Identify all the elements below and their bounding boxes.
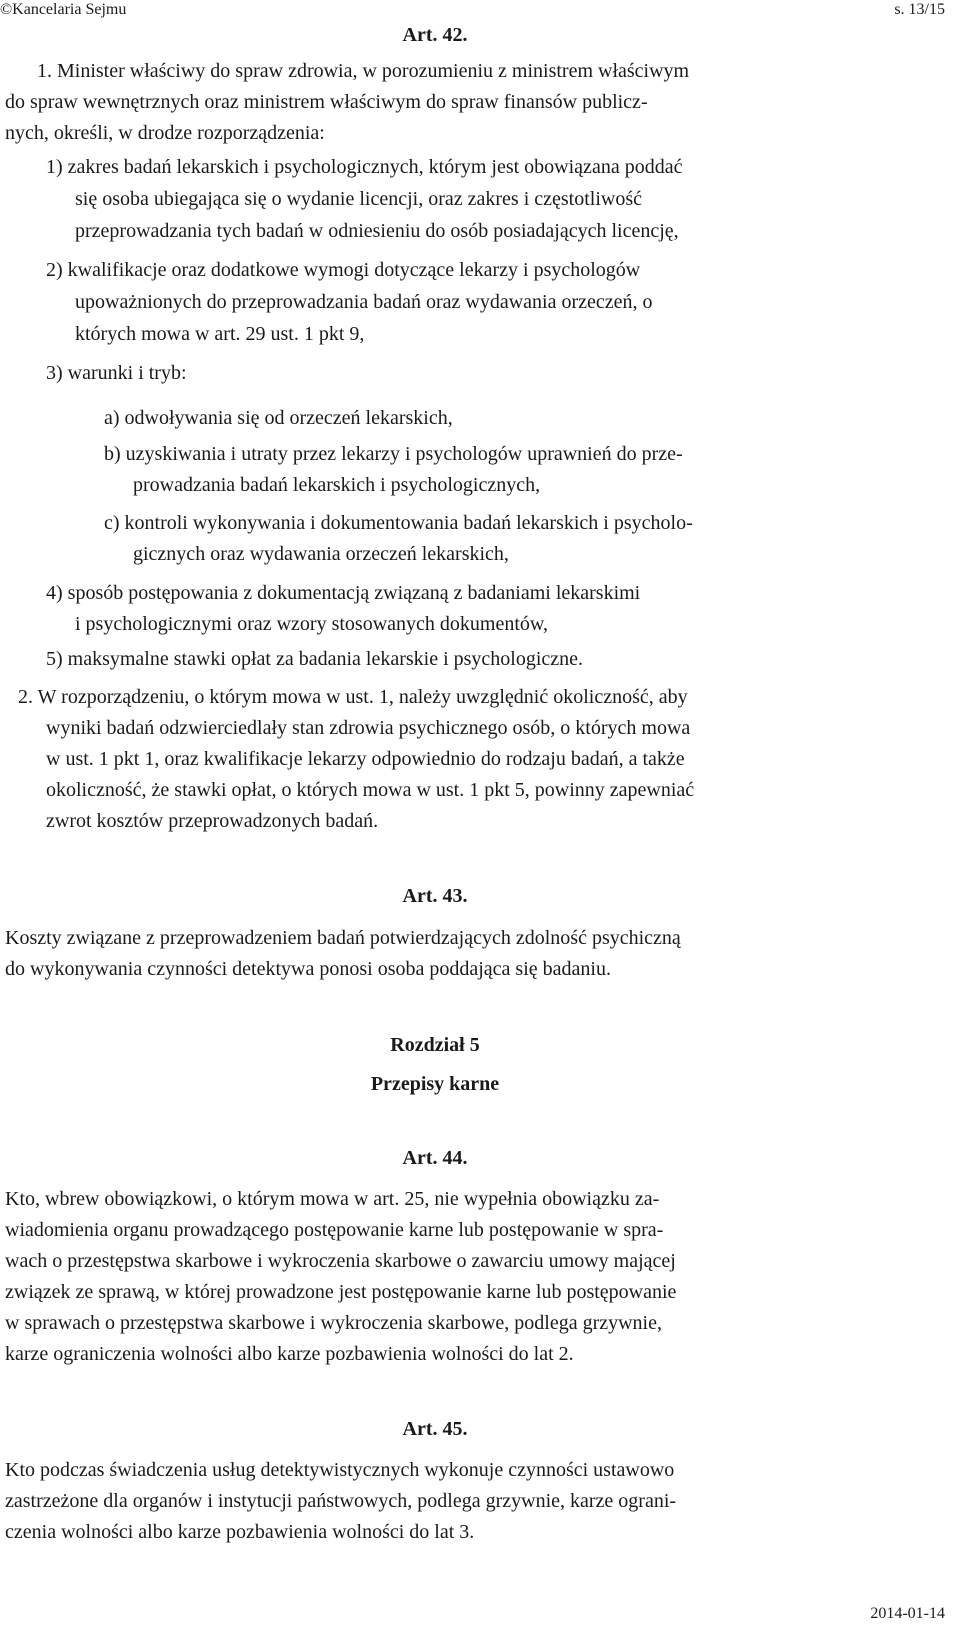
art45-line: Kto podczas świadczenia usług detektywistycznych wykonuje czynności ustawowo — [5, 1459, 675, 1481]
art42-item3: 3) warunki i tryb: — [46, 362, 187, 384]
art44-line: wiadomienia organu prowadzącego postępowanie karne lub postępowanie w spra- — [5, 1219, 664, 1241]
page-number: s. 13/15 — [894, 1, 945, 18]
chapter-title: Rozdział 5 — [390, 1034, 480, 1056]
art42-item4-line: i psychologicznymi oraz wzory stosowanych dokumentów, — [75, 613, 549, 635]
art42-item5: 5) maksymalne stawki opłat za badania lekarskie i psychologiczne. — [46, 648, 584, 670]
art42-item3b-line: prowadzania badań lekarskich i psychologicznych, — [133, 474, 541, 496]
art43-line: Koszty związane z przeprowadzeniem badań potwierdzających zdolność psychiczną — [5, 927, 681, 949]
art42-item2-line: 2) kwalifikacje oraz dodatkowe wymogi dotyczące lekarzy i psychologów — [46, 259, 641, 281]
art42-item1-line: 1) zakres badań lekarskich i psychologicznych, którym jest obowiązana poddać — [46, 156, 683, 178]
art42-item3c-line: gicznych oraz wydawania orzeczeń lekarskich, — [133, 543, 509, 565]
art42-para2-line: wyniki badań odzwierciedlały stan zdrowia psychicznego osób, o których mowa — [46, 717, 691, 739]
art42-para2-line: w ust. 1 pkt 1, oraz kwalifikacje lekarzy odpowiednio do rodzaju badań, a także — [46, 748, 685, 770]
art44-line: związek ze sprawą, w której prowadzone jest postępowanie karne lub postępowanie — [5, 1281, 677, 1303]
art42-para2-line: zwrot kosztów przeprowadzonych badań. — [46, 810, 379, 832]
art45-line: zastrzeżone dla organów i instytucji państwowych, podlega grzywnie, karze ograni- — [5, 1490, 677, 1512]
art44-line: wach o przestępstwa skarbowe i wykroczenia skarbowe o zawarciu umowy mającej — [5, 1250, 676, 1272]
art42-item4-line: 4) sposób postępowania z dokumentacją związaną z badaniami lekarskimi — [46, 582, 641, 604]
art42-para1-line: nych, określi, w drodze rozporządzenia: — [5, 122, 325, 144]
art42-item3a: a) odwoływania się od orzeczeń lekarskich, — [104, 407, 453, 429]
art42-item2-line: upoważnionych do przeprowadzania badań oraz wydawania orzeczeń, o — [75, 291, 653, 313]
art42-item2-line: których mowa w art. 29 ust. 1 pkt 9, — [75, 323, 365, 345]
article-42-heading: Art. 42. — [402, 24, 468, 46]
art42-item3c-line: c) kontroli wykonywania i dokumentowania badań lekarskich i psycholo- — [104, 512, 693, 534]
art42-para2-line: okoliczność, że stawki opłat, o których mowa w ust. 1 pkt 5, powinny zapewniać — [46, 779, 695, 801]
article-45-heading: Art. 45. — [402, 1418, 468, 1440]
page-header-publisher: ©Kancelaria Sejmu — [0, 1, 127, 18]
chapter-subtitle: Przepisy karne — [370, 1073, 500, 1095]
art42-item3b-line: b) uzyskiwania i utraty przez lekarzy i psychologów uprawnień do prze- — [104, 443, 683, 465]
art42-item1-line: przeprowadzania tych badań w odniesieniu do osób posiadających licencję, — [75, 220, 679, 242]
art45-line: czenia wolności albo karze pozbawienia wolności do lat 3. — [5, 1521, 475, 1543]
art44-line: Kto, wbrew obowiązkowi, o którym mowa w art. 25, nie wypełnia obowiązku za- — [5, 1188, 660, 1210]
art42-item1-line: się osoba ubiegająca się o wydanie licencji, oraz zakres i częstotliwość — [75, 188, 642, 210]
art44-line: w sprawach o przestępstwa skarbowe i wykroczenia skarbowe, podlega grzywnie, — [5, 1312, 662, 1334]
art42-para2-line: 2. W rozporządzeniu, o którym mowa w ust. 1, należy uwzględnić okoliczność, aby — [18, 686, 688, 708]
art43-line: do wykonywania czynności detektywa ponosi osoba poddająca się badaniu. — [5, 958, 611, 980]
art42-para1-line: 1. Minister właściwy do spraw zdrowia, w porozumieniu z ministrem właściwym — [37, 60, 690, 82]
footer-date: 2014-01-14 — [870, 1605, 945, 1622]
article-44-heading: Art. 44. — [402, 1147, 468, 1169]
article-43-heading: Art. 43. — [402, 885, 468, 907]
art44-line: karze ograniczenia wolności albo karze pozbawienia wolności do lat 2. — [5, 1343, 574, 1365]
art42-para1-line: do spraw wewnętrznych oraz ministrem właściwym do spraw finansów publicz- — [5, 91, 648, 113]
